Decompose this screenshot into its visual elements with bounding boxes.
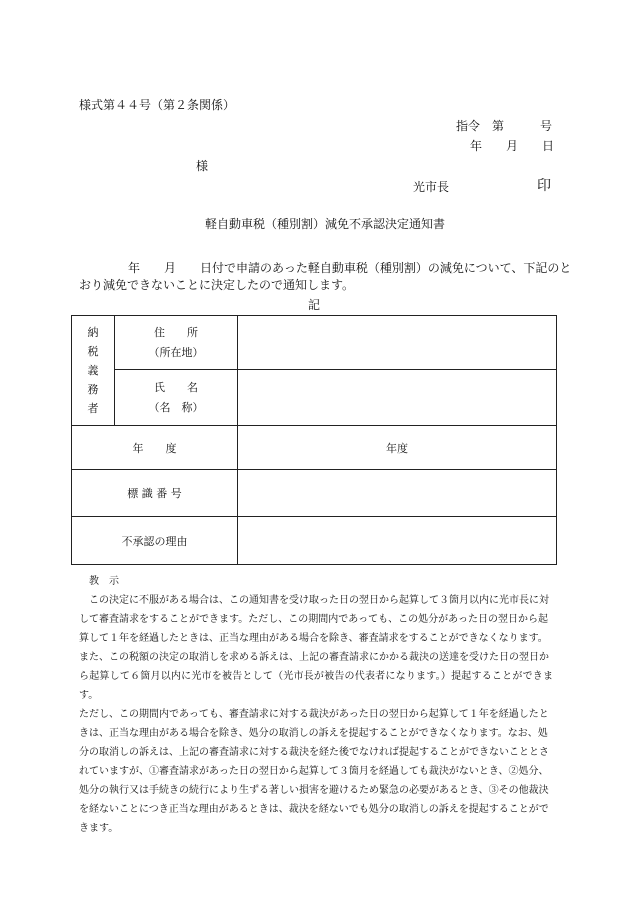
taxpayer-char: 税 xyxy=(87,345,99,358)
address-sub-label: （所在地） xyxy=(148,345,204,359)
notice-line: また、この税額の決定の取消しを求める訴えは、上記の審査請求にかかる裁決の送達を受けた日の翌日か xyxy=(79,652,549,663)
plate-number-value[interactable] xyxy=(238,470,557,517)
address-label: 住 所 xyxy=(154,325,198,339)
notice-line: ら起算して６箇月以内に光市を被告として（光市長が被告の代表者になります。）提起することができます。 xyxy=(79,671,553,701)
notice-title: 教 示 xyxy=(89,576,119,587)
issue-date: 年 月 日 xyxy=(470,139,555,153)
document-title: 軽自動車税（種別割）減免不承認決定通知書 xyxy=(205,217,446,231)
name-sub-label: （名 称） xyxy=(148,400,204,414)
addressee-honorific: 様 xyxy=(196,159,209,173)
address-value[interactable] xyxy=(238,316,557,370)
intro-line-1: 年 月 日付で申請のあった軽自動車税（種別割）の減免について、下記のと xyxy=(128,261,572,275)
notice-line: 算して１年を経過したときは、正当な理由がある場合を除き、審査請求をすることができなくなります。 xyxy=(79,633,548,644)
taxpayer-char: 者 xyxy=(87,402,99,415)
notice-line: ただし、この期間内であっても、審査請求に対する裁決があった日の翌日から起算して１年を経過したと xyxy=(79,709,549,720)
taxpayer-char: 義 xyxy=(87,364,99,377)
rejection-reason-label: 不承認の理由 xyxy=(72,517,238,565)
year-label: 年 度 xyxy=(72,426,238,470)
notice-line: 分の取消しの訴えは、上記の審査請求に対する裁決を経た後でなければ提起することができないこととさ xyxy=(79,747,549,758)
form-table xyxy=(71,315,557,565)
plate-number-label: 標 識 番 号 xyxy=(72,470,238,517)
taxpayer-label xyxy=(88,323,99,418)
notice-line: この決定に不服がある場合は、この通知書を受け取った日の翌日から起算して３箇月以内に光市長に対 xyxy=(89,595,549,606)
year-value[interactable]: 年度 xyxy=(238,426,557,470)
name-value[interactable] xyxy=(238,370,557,426)
notice-line: きは、正当な理由がある場合を除き、処分の取消しの訴えを提起することができなくなります。なお、処 xyxy=(79,728,548,739)
intro-line-2: おり減免できないことに決定したので通知します。 xyxy=(79,278,355,292)
issuer-name: 光市長 xyxy=(413,180,450,194)
taxpayer-char: 納 xyxy=(87,326,99,339)
ki-marker: 記 xyxy=(308,298,321,312)
seal-mark: 印 xyxy=(537,178,551,194)
name-label-cell xyxy=(115,370,238,426)
directive-number: 指令 第 号 xyxy=(456,119,553,133)
notice-line: を経ないことにつき正当な理由があるときは、裁決を経ないでも処分の取消しの訴えを提起することがで xyxy=(79,804,549,815)
name-label: 氏 名 xyxy=(154,380,198,394)
rejection-reason-value[interactable] xyxy=(238,517,557,565)
notice-line: きます。 xyxy=(79,823,119,834)
taxpayer-char: 務 xyxy=(87,383,99,396)
notice-body xyxy=(79,591,553,838)
notice-line: して審査請求をすることができます。ただし、この期間内であっても、この処分があった日の翌日から起 xyxy=(79,614,548,625)
address-label-cell xyxy=(115,316,238,370)
notice-line: 処分の執行又は手続きの続行により生ずる著しい損害を避けるため緊急の必要があるとき、③その他裁決 xyxy=(79,785,549,796)
taxpayer-label-cell xyxy=(72,316,115,426)
notice-line: れていますが、①審査請求があった日の翌日から起算して３箇月を経過しても裁決がないとき、②処分、 xyxy=(79,766,549,777)
form-number: 様式第４４号（第２条関係） xyxy=(79,98,236,112)
